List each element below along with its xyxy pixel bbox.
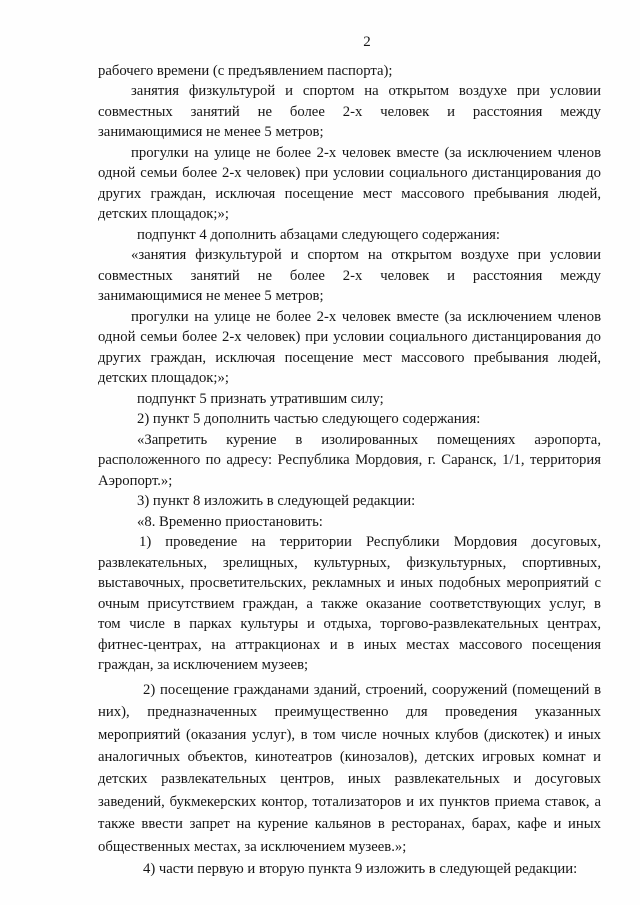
text-line: детских площадок;»; [98, 206, 229, 223]
text-line: развлекательных, зрелищных, культурных, физкультурных, спортивных, [98, 554, 601, 571]
text-line: занимающимися не менее 5 метров; [98, 288, 324, 305]
text-line: также ввести запрет на курение кальянов в ресторанах, барах, кафе и иных [98, 816, 601, 833]
text-line: «Запретить курение в изолированных помещениях аэропорта, [137, 431, 601, 448]
text-line: очным присутствием граждан, а также оказание соответствующих услуг, в [98, 595, 601, 612]
paragraph-item-3 [98, 491, 601, 512]
paragraph-sports-outdoors-quoted [98, 245, 601, 307]
text-line: 1) проведение на территории Республики Мордовия досуговых, [139, 534, 601, 551]
text-line: прогулки на улице не более 2-х человек вместе (за исключением членов [131, 144, 601, 161]
text-line: аналогичных объектов, кинотеатров (кинозалов), детских игровых комнат и [98, 748, 601, 765]
text-line: подпункт 4 дополнить абзацами следующего содержания: [137, 226, 501, 243]
text-line: Аэропорт.»; [98, 472, 173, 489]
paragraph-clause-8 [98, 512, 601, 533]
text-line: том числе в парках культуры и отдыха, торгово-развлекательных центрах, [98, 616, 601, 633]
text-line: занятия физкультурой и спортом на открытом воздухе при условии [131, 83, 601, 100]
document-body [98, 61, 601, 881]
paragraph-airport-smoking [98, 430, 601, 492]
text-line: них), предназначенных преимущественно для проведения указанных [98, 704, 601, 721]
text-line: 2) пункт 5 дополнить частью следующего содержания: [137, 411, 481, 428]
paragraph-item-4 [98, 858, 601, 880]
text-line: совместных занятий не более 2-х человек и расстояния между [98, 103, 601, 120]
text-line: фитнес-центрах, на аттракционах и в иных местах массового посещения [98, 636, 601, 653]
text-line: выставочных, просветительских, рекламных и иных подобных мероприятий с [98, 575, 601, 592]
text-line: подпункт 5 признать утратившим силу; [137, 390, 384, 407]
page-number: 2 [363, 34, 371, 50]
paragraph-clause-8-2 [98, 679, 601, 858]
paragraph-clause-8-1 [98, 532, 601, 676]
text-line: мероприятий (оказания услуг), в том числе ночных клубов (дискотек) и иных [98, 726, 601, 743]
text-line: детских площадок;»; [98, 370, 229, 387]
text-line: занимающимися не менее 5 метров; [98, 124, 324, 141]
text-line: рабочего времени (с предъявлением паспорта); [98, 62, 393, 79]
text-line: одной семьи более 2-х человек) при условии социального дистанцирования до [98, 165, 601, 182]
paragraph-walks-quoted [98, 307, 601, 389]
text-line: 2) посещение гражданами зданий, строений, сооружений (помещений в [143, 681, 601, 698]
paragraph-item-2 [98, 409, 601, 430]
paragraph-sports-outdoors [98, 81, 601, 143]
text-line: совместных занятий не более 2-х человек и расстояния между [98, 267, 601, 284]
text-line: граждан, за исключением музеев; [98, 657, 309, 674]
paragraph-subclause-4 [98, 225, 601, 246]
text-line: расположенного по адресу: Республика Мордовия, г. Саранск, 1/1, территория [98, 452, 601, 469]
text-line: других граждан, исключая посещение мест массового пребывания людей, [98, 349, 601, 366]
paragraph-walks [98, 143, 601, 225]
text-line: «8. Временно приостановить: [137, 513, 323, 530]
text-line: 3) пункт 8 изложить в следующей редакции: [137, 493, 416, 510]
text-line: «занятия физкультурой и спортом на открытом воздухе при условии [131, 247, 601, 264]
paragraph-subclause-5 [98, 389, 601, 410]
text-line: заведений, букмекерских контор, тотализаторов и их пунктов приема ставок, а [98, 793, 601, 810]
text-line: общественных местах, за исключением музеев.»; [98, 838, 407, 855]
text-line: детских развлекательных центров, иных развлекательных и досуговых [98, 771, 601, 788]
paragraph-continuation [98, 61, 601, 82]
text-line: одной семьи более 2-х человек) при условии социального дистанцирования до [98, 329, 601, 346]
text-line: 4) части первую и вторую пункта 9 изложить в следующей редакции: [143, 861, 578, 877]
text-line: прогулки на улице не более 2-х человек вместе (за исключением членов [131, 308, 601, 325]
text-line: других граждан, исключая посещение мест массового пребывания людей, [98, 185, 601, 202]
